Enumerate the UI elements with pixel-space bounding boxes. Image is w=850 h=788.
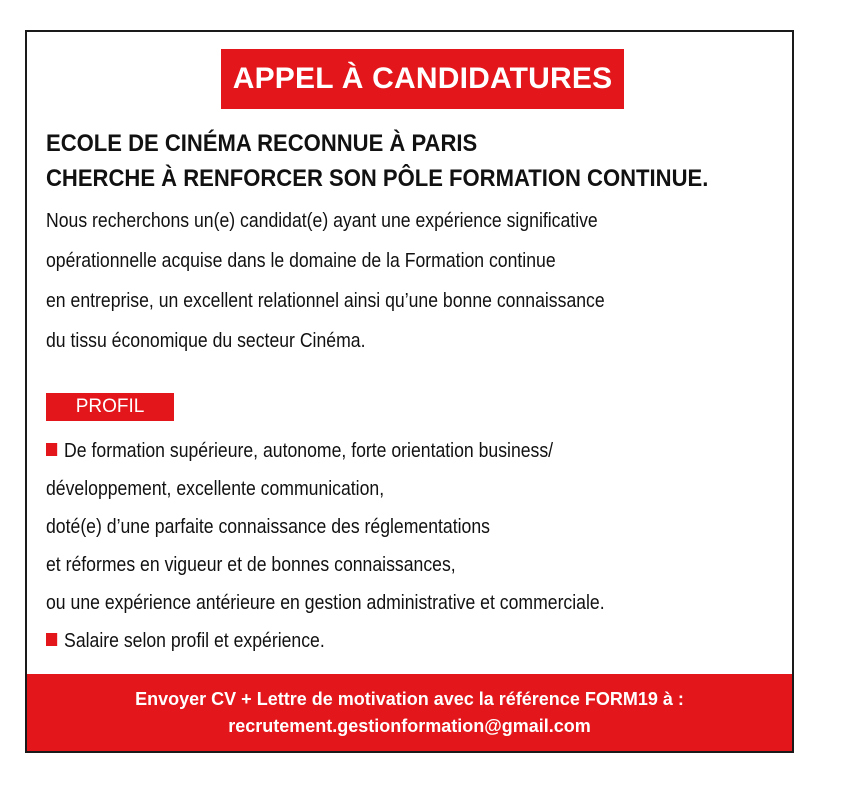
title-banner (221, 49, 624, 109)
profile-bullet-1-line-1: De formation supérieure, autonome, forte orientation business/ (64, 439, 554, 462)
intro-line-1: Nous recherchons un(e) candidat(e) ayant une expérience significative (46, 209, 598, 232)
profile-bullet-1 (46, 432, 605, 470)
headline (46, 126, 708, 196)
headline-line-2: CHERCHE À RENFORCER SON PÔLE FORMATION CONTINUE. (46, 165, 709, 192)
profile-bullet-2-text: Salaire selon profil et expérience. (64, 629, 325, 652)
profile-bullet-1-line-4: et réformes en vigueur et de bonnes connaissances, (46, 553, 456, 576)
square-bullet-icon (46, 633, 57, 646)
headline-line-1: ECOLE DE CINÉMA RECONNUE À PARIS (46, 130, 478, 157)
contact-email[interactable]: recrutement.gestionformation@gmail.com (228, 715, 591, 736)
profile-bullet-1-line-3: doté(e) d’une parfaite connaissance des réglementations (46, 515, 490, 538)
intro-line-2: opérationnelle acquise dans le domaine de la Formation continue (46, 249, 556, 272)
intro-paragraph (46, 201, 605, 361)
intro-line-4: du tissu économique du secteur Cinéma. (46, 329, 366, 352)
page-title: APPEL À CANDIDATURES (232, 62, 613, 95)
profil-section-tag (46, 393, 174, 421)
square-bullet-icon (46, 443, 57, 456)
profile-list (46, 432, 605, 660)
intro-line-3: en entreprise, un excellent relationnel ainsi qu’une bonne connaissance (46, 289, 605, 312)
profil-label: PROFIL (75, 396, 145, 417)
profile-bullet-1-line-2: développement, excellente communication, (46, 477, 385, 500)
profile-bullet-1-line-5: ou une expérience antérieure en gestion administrative et commerciale. (46, 591, 605, 614)
profile-bullet-2 (46, 622, 605, 660)
application-footer (27, 674, 792, 751)
footer-instructions: Envoyer CV + Lettre de motivation avec la référence FORM19 à : (135, 688, 684, 709)
